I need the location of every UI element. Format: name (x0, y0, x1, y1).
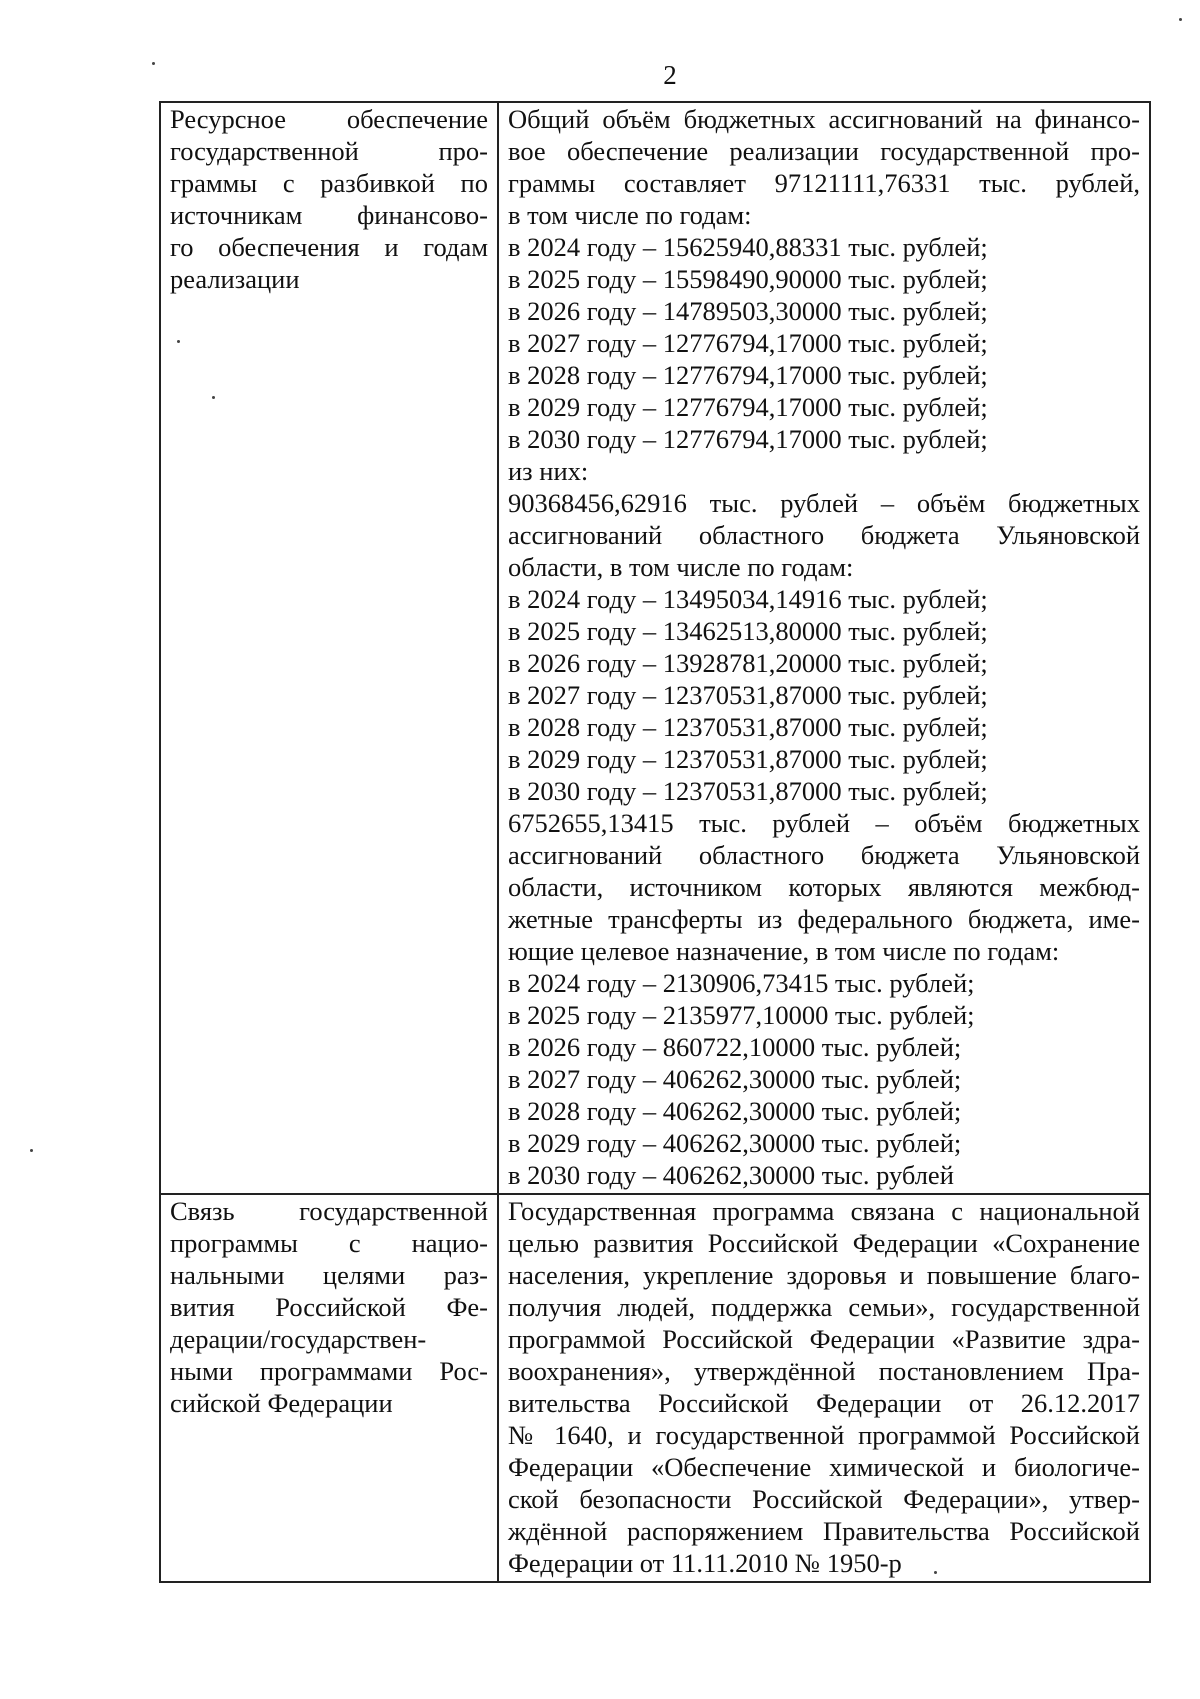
year-line: в 2026 году – 13928781,20000 тыс. рублей; (508, 648, 988, 678)
scan-speck (152, 62, 155, 65)
year-line: в 2027 году – 12776794,17000 тыс. рублей; (508, 328, 988, 358)
year-line: в 2028 году – 12776794,17000 тыс. рублей; (508, 360, 988, 390)
year-line: в 2030 году – 406262,30000 тыс. рублей (508, 1160, 954, 1190)
text-line: 90368456,62916 тыс. рублей – объём бюджетных (508, 488, 1140, 518)
year-line: в 2025 году – 15598490,90000 тыс. рублей; (508, 264, 988, 294)
table-row-resources (160, 102, 1150, 1194)
year-line: в 2028 году – 406262,30000 тыс. рублей; (508, 1096, 962, 1126)
scan-speck (934, 1571, 937, 1574)
label-line: вития Российской Фе- (170, 1292, 488, 1322)
text-line: Федерации «Обеспечение химической и биологиче- (508, 1452, 1140, 1482)
year-line: в 2027 году – 406262,30000 тыс. рублей; (508, 1064, 962, 1094)
year-line: в 2029 году – 12776794,17000 тыс. рублей; (508, 392, 988, 422)
year-line: в 2030 году – 12370531,87000 тыс. рублей; (508, 776, 988, 806)
scan-speck (212, 396, 215, 399)
year-line: в 2026 году – 14789503,30000 тыс. рублей; (508, 296, 988, 326)
label-line: Ресурсное обеспечение (170, 104, 488, 134)
year-line: в 2024 году – 13495034,14916 тыс. рублей; (508, 584, 988, 614)
federal-by-year-list (508, 967, 1140, 1191)
label-line: го обеспечения и годам (170, 232, 488, 262)
text-line: жетные трансферты из федерального бюджета, име- (508, 904, 1140, 934)
scan-speck (177, 340, 180, 343)
year-line: в 2024 году – 15625940,88331 тыс. рублей; (508, 232, 988, 262)
year-line: в 2025 году – 2135977,10000 тыс. рублей; (508, 1000, 975, 1030)
of-them-line: из них: (508, 456, 589, 486)
text-line: Государственная программа связана с национальной (508, 1196, 1140, 1226)
label-line: граммы с разбивкой по (170, 168, 488, 198)
regional-by-year-list (508, 583, 1140, 807)
text-line: ассигнований областного бюджета Ульяновской (508, 520, 1140, 550)
text-line: ской безопасности Российской Федерации», утвер- (508, 1484, 1140, 1514)
text-line: ющие целевое назначение, в том числе по годам: (508, 936, 1060, 966)
text-line: программой Российской Федерации «Развитие здра- (508, 1324, 1140, 1354)
label-line: ными программами Рос- (170, 1356, 488, 1386)
label-line: государственной про- (170, 136, 488, 166)
table-row-national-goals (160, 1194, 1150, 1582)
label-line: Связь государственной (170, 1196, 488, 1226)
text-line: в том числе по годам: (508, 200, 752, 230)
year-line: в 2029 году – 12370531,87000 тыс. рублей; (508, 744, 988, 774)
text-line: области, источником которых являются межбюд- (508, 872, 1140, 902)
regional-intro-paragraph (508, 487, 1140, 583)
text-line: 6752655,13415 тыс. рублей – объём бюджетных (508, 808, 1140, 838)
intro-paragraph (508, 103, 1140, 231)
year-line: в 2028 году – 12370531,87000 тыс. рублей; (508, 712, 988, 742)
year-line: в 2025 году – 13462513,80000 тыс. рублей; (508, 616, 988, 646)
year-line: в 2030 году – 12776794,17000 тыс. рублей; (508, 424, 988, 454)
page-number: 2 (663, 60, 677, 90)
text-line: Федерации от 11.11.2010 № 1950-р (508, 1548, 902, 1578)
scan-speck (30, 1149, 33, 1152)
text-line: населения, укрепление здоровья и повышение благо- (508, 1260, 1140, 1290)
text-line: получия людей, поддержка семьи», государственной (508, 1292, 1140, 1322)
label-line: реализации (170, 264, 300, 294)
label-line: сийской Федерации (170, 1388, 393, 1418)
row-label-national-goals (160, 1194, 498, 1582)
label-line: источникам финансово- (170, 200, 488, 230)
row-content-resources (498, 102, 1150, 1194)
text-line: граммы составляет 97121111,76331 тыс. рублей, (508, 168, 1140, 198)
federal-intro-paragraph (508, 807, 1140, 967)
year-line: в 2026 году – 860722,10000 тыс. рублей; (508, 1032, 962, 1062)
row-label-resources (160, 102, 498, 1194)
text-line: вительства Российской Федерации от 26.12.2017 (508, 1388, 1140, 1418)
text-line: ассигнований областного бюджета Ульяновской (508, 840, 1140, 870)
text-line: ждённой распоряжением Правительства Российской (508, 1516, 1140, 1546)
text-line: № 1640, и государственной программой Российской (508, 1420, 1140, 1450)
label-line: нальными целями раз- (170, 1260, 488, 1290)
label-line: дерации/государствен- (170, 1324, 427, 1354)
text-line: вое обеспечение реализации государственной про- (508, 136, 1140, 166)
text-line: области, в том числе по годам: (508, 552, 854, 582)
total-by-year-list (508, 231, 1140, 487)
label-line: программы с нацио- (170, 1228, 488, 1258)
year-line: в 2029 году – 406262,30000 тыс. рублей; (508, 1128, 962, 1158)
scan-speck (1179, 18, 1182, 21)
row-content-national-goals (498, 1194, 1150, 1582)
passport-table (159, 101, 1151, 1583)
year-line: в 2024 году – 2130906,73415 тыс. рублей; (508, 968, 975, 998)
text-line: воохранения», утверждённой постановлением Пра- (508, 1356, 1140, 1386)
text-line: Общий объём бюджетных ассигнований на финансо- (508, 104, 1140, 134)
year-line: в 2027 году – 12370531,87000 тыс. рублей; (508, 680, 988, 710)
text-line: целью развития Российской Федерации «Сохранение (508, 1228, 1140, 1258)
